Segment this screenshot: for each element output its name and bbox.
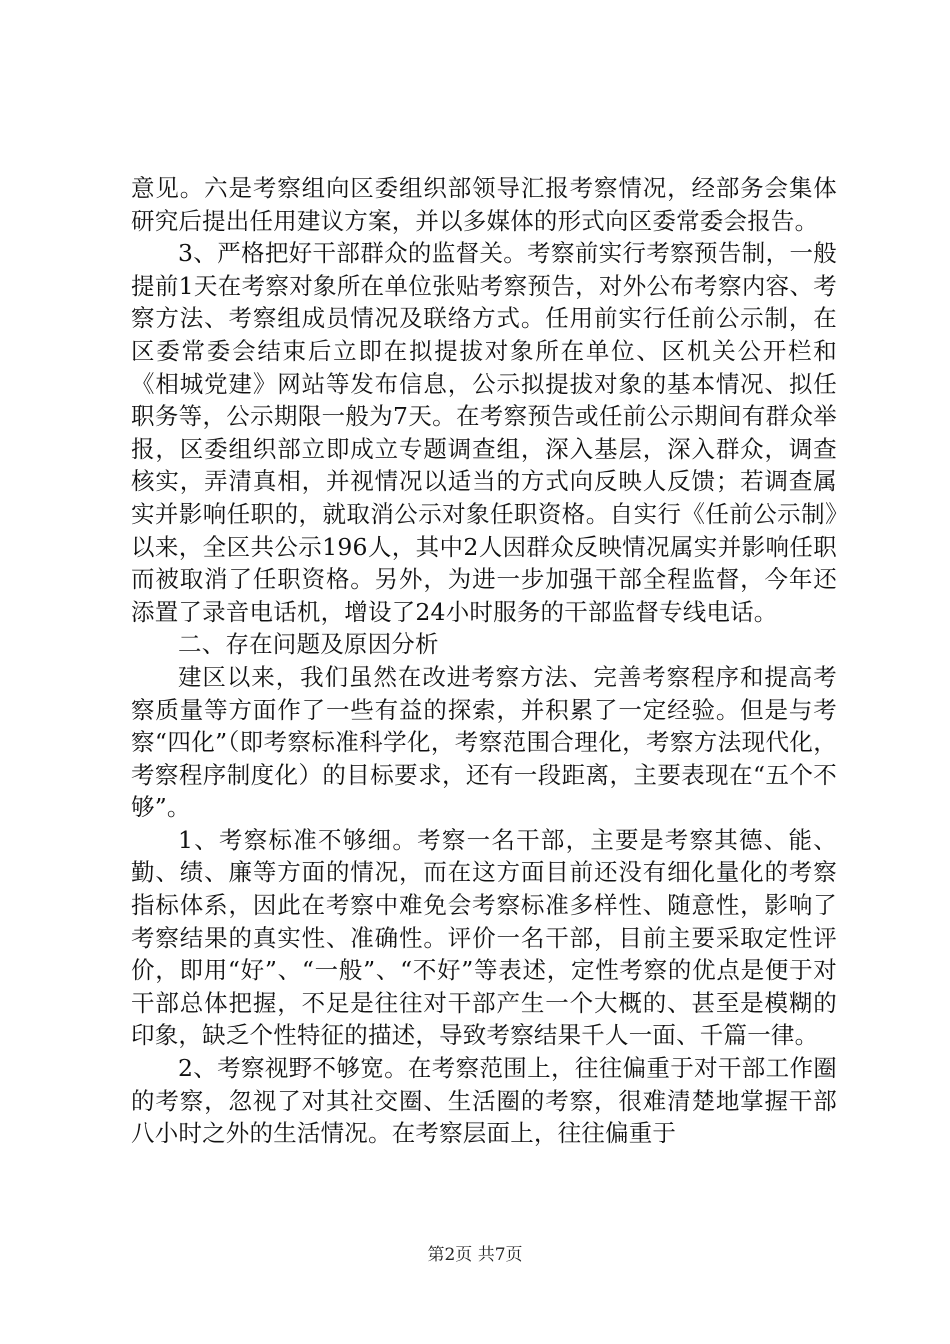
- paragraph-continuation: 意见。六是考察组向区委组织部领导汇报考察情况，经部务会集体研究后提出任用建议方案，并以多媒体的形式向区委常委会报告。: [131, 174, 837, 235]
- page-number-label: 第2页 共7页: [427, 1245, 523, 1265]
- section-heading-problems: 二、存在问题及原因分析: [178, 630, 439, 659]
- document-body: [131, 172, 837, 1150]
- paragraph-standard: 1、考察标准不够细。考察一名干部，主要是考察其德、能、勤、绩、廉等方面的情况，而在这方面目前还没有细化量化的考察指标体系，因此在考察中难免会考察标准多样性、随意性，影响了考察结果的真实性、准确性。评价一名干部，目前主要采取定性评价，即用“好”、“一般”、“不好”等表述，定性考察的优点是便于对干部总体把握，不足是往往对干部产生一个大概的、甚至是模糊的印象，缺乏个性特征的描述，导致考察结果千人一面、千篇一律。: [131, 825, 837, 1050]
- paragraph-vision: 2、考察视野不够宽。在考察范围上，往往偏重于对干部工作圈的考察，忽视了对其社交圈、生活圈的考察，很难清楚地掌握干部八小时之外的生活情况。在考察层面上，往往偏重于: [131, 1054, 837, 1148]
- paragraph-supervision: 3、严格把好干部群众的监督关。考察前实行考察预告制，一般提前1天在考察对象所在单位张贴考察预告，对外公布考察内容、考察方法、考察组成员情况及联络方式。任用前实行任前公示制，在区委常委会结束后立即在拟提拔对象所在单位、区机关公开栏和《相城党建》网站等发布信息，公示拟提拔对象的基本情况、拟任职务等，公示期限一般为7天。在考察预告或任前公示期间有群众举报，区委组织部立即成立专题调查组，深入基层，深入群众，调查核实，弄清真相，并视情况以适当的方式向反映人反馈；若调查属实并影响任职的，就取消公示对象任职资格。自实行《任前公示制》以来，全区共公示196人，其中2人因群众反映情况属实并影响任职而被取消了任职资格。另外，为进一步加强干部全程监督，今年还添置了录音电话机，增设了24小时服务的干部监督专线电话。: [131, 239, 837, 626]
- page-footer: [0, 1240, 950, 1265]
- paragraph-problems-intro: 建区以来，我们虽然在改进考察方法、完善考察程序和提高考察质量等方面作了一些有益的探索，并积累了一定经验。但是与考察“四化”（即考察标准科学化，考察范围合理化，考察方法现代化，考察程序制度化）的目标要求，还有一段距离，主要表现在“五个不够”。: [131, 662, 837, 822]
